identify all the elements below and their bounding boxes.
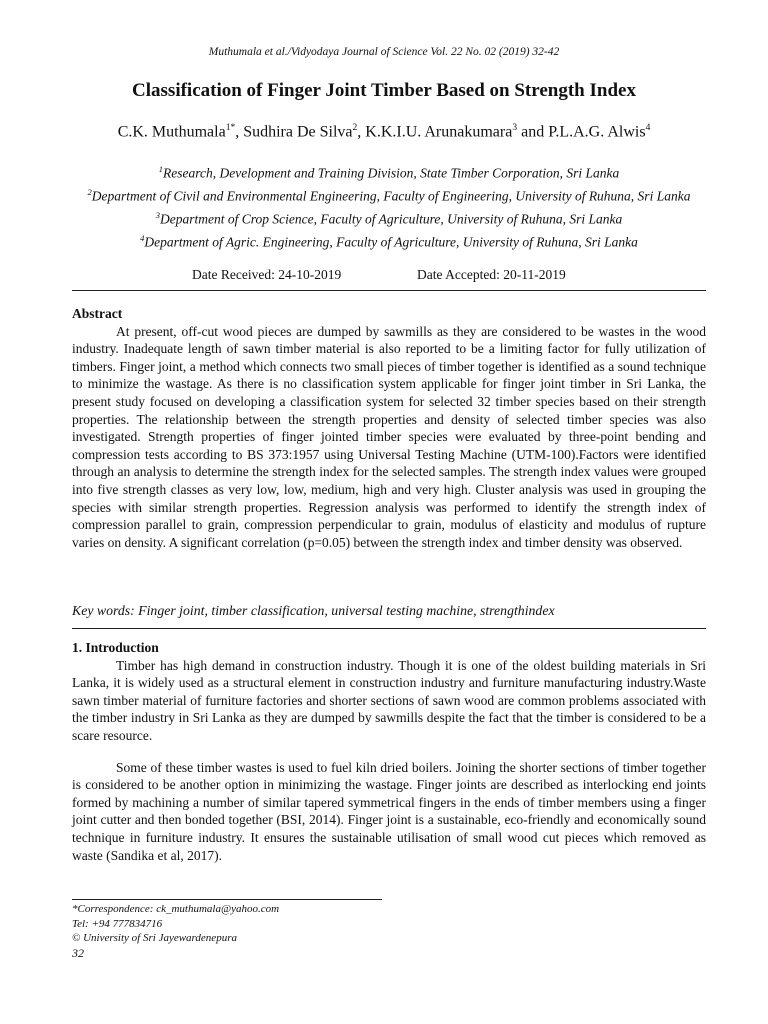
affiliation-item [72, 206, 706, 229]
affiliation-item [72, 183, 706, 206]
author-list [0, 123, 768, 141]
abstract-heading: Abstract [72, 306, 123, 321]
date-received: Date Received: 24-10-2019 [192, 267, 342, 282]
author-separator: , [357, 123, 366, 141]
keywords-divider [72, 628, 706, 629]
page-number: 32 [72, 945, 84, 960]
author-name: K.K.I.U. Arunakumara [365, 123, 513, 141]
affiliation-mark: 4 [140, 233, 145, 243]
running-head: Muthumala et al./Vidyodaya Journal of Science Vol. 22 No. 02 (2019) 32-42 [208, 46, 560, 58]
abstract-text: At present, off-cut wood pieces are dumped by sawmills as they are considered to be wastes in the wood industry. Inadequate length of sawn timber material is also reported to be a limiting factor for fully utilization of timbers. Finger joint, a method which connects two small pieces of timber together is identified as a sound technique to minimize the wastage. As there is no classification system applicable for finger joint timber in Sri Lanka, the present study focused on developing a classification system for selected 32 timber species based on their strength properties. The relationship between the strength properties and density of selected timber species was also investigated. Strength properties of finger jointed timber species were evaluated by three-point bending and compression tests according to BS 373:1957 using Universal Testing Machine (UTM-100).Factors were identified through an analysis to determine the strength index for the selected samples. The strength index values were grouped into five strength classes as very low, low, medium, high and very high. Cluster analysis was used in grouping the species with similar strength properties. Regression analysis was performed to identify the strength index of compression parallel to grain, compression perpendicular to grain, modulus of elasticity and modulus of rupture varies on density. A significant correlation (p=0.05) between the strength index and timber density was observed. [72, 323, 706, 550]
header-divider [72, 290, 706, 291]
keywords: Key words: Finger joint, timber classification, universal testing machine, strengthindex [72, 603, 555, 618]
introduction-section [72, 639, 706, 864]
affiliation-item [72, 229, 706, 252]
footnotes [72, 902, 279, 960]
author-affiliation-mark: 3 [512, 123, 518, 133]
author-name: Sudhira De Silva [243, 123, 353, 141]
author-name: C.K. Muthumala [117, 123, 226, 141]
abstract-section [72, 305, 706, 551]
copyright-notice: © University of Sri Jayewardenepura [72, 932, 237, 944]
submission-dates [192, 267, 566, 283]
date-accepted: Date Accepted: 20-11-2019 [417, 267, 566, 282]
affiliation-mark: 3 [155, 210, 161, 220]
author-separator: and [517, 123, 549, 141]
affiliation-mark: 1 [158, 164, 163, 174]
affiliation-text: Department of Agric. Engineering, Faculty of Agriculture, University of Ruhuna, Sri Lanka [144, 234, 638, 250]
footnote-divider [72, 899, 382, 900]
introduction-paragraph: Timber has high demand in construction industry. Though it is one of the oldest building materials in Sri Lanka, it is widely used as a structural element in construction industry and furniture manufacturing industry.Waste sawn timber material of furniture factories and shorter sections of sawn wood are common problems associated with the timber industry in Sri Lanka as they are dumped by sawmills despite the fact that the timber is considered to be a scare resource. [72, 657, 706, 743]
author-affiliation-mark: 2 [352, 123, 358, 133]
affiliation-mark: 2 [87, 187, 92, 197]
affiliation-item [72, 160, 706, 183]
author-name: P.L.A.G. Alwis [548, 123, 646, 141]
author-affiliation-mark: 4 [645, 123, 651, 133]
affiliation-text: Research, Development and Training Division, State Timber Corporation, Sri Lanka [163, 165, 620, 181]
correspondence-email: *Correspondence: ck_muthumala@yahoo.com [72, 903, 280, 915]
author-affiliation-mark: 1* [225, 123, 236, 133]
introduction-paragraph: Some of these timber wastes is used to fuel kiln dried boilers. Joining the shorter sections of timber together is considered to be another option in minimizing the wastage. Finger joints are described as interlocking end joints formed by machining a number of similar tapered symmetrical fingers in the ends of timber members using a finger joint cutter and then bonded together (BSI, 2014). Finger joint is a sustainable, eco-friendly and economically sound technique in furniture industry. It ensures the sustainable utilisation of small wood cut pieces which removed as waste (Sandika et al, 2017). [72, 759, 706, 863]
article-title: Classification of Finger Joint Timber Based on Strength Index [132, 80, 636, 101]
author-separator: , [235, 123, 244, 141]
affiliation-text: Department of Crop Science, Faculty of Agriculture, University of Ruhuna, Sri Lanka [160, 211, 623, 227]
affiliation-list [72, 160, 706, 252]
introduction-heading: 1. Introduction [72, 640, 159, 655]
correspondence-phone: Tel: +94 777834716 [72, 917, 163, 930]
affiliation-text: Department of Civil and Environmental Engineering, Faculty of Engineering, University of Ruhuna, Sri Lanka [91, 188, 691, 204]
